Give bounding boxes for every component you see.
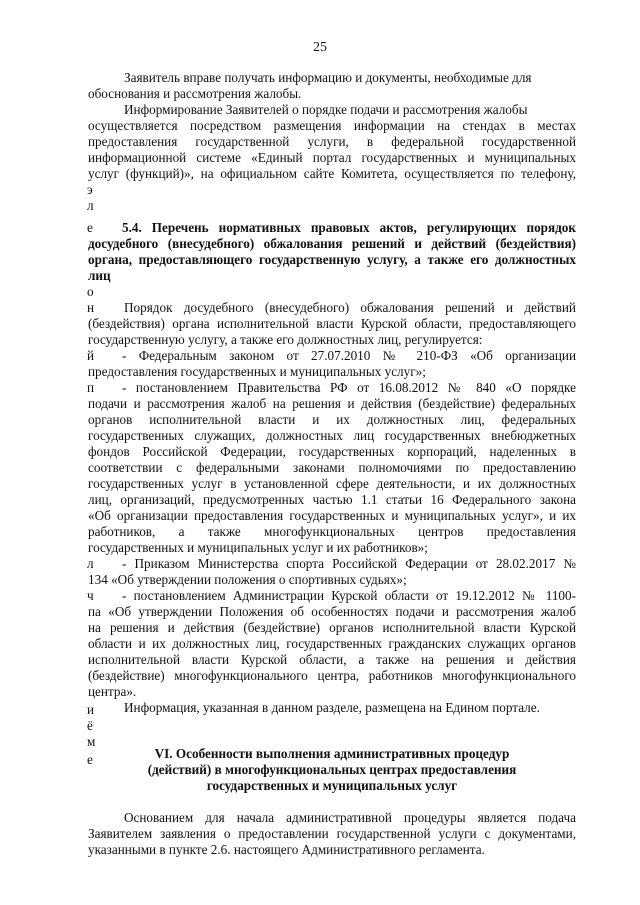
margin-char: о [87, 284, 94, 299]
text-line: указанными в пункте 2.6. настоящего Административного регламента. [88, 842, 485, 857]
text-line: лиц, организаций, предусмотренных частью 1.1 статьи 16 Федерального закона [88, 492, 576, 507]
margin-char: л [87, 556, 94, 571]
text-line: государственных служащих, должностных лиц государственных внебюджетных [88, 428, 576, 443]
text-line: государственных и муниципальных услуг и их работников»; [88, 540, 428, 555]
chapter-heading: VI. Особенности выполнения административных процедур [154, 746, 510, 761]
text-line: Заявитель вправе получать информацию и документы, необходимые для [124, 70, 532, 85]
text-line: Основанием для начала административной процедуры является подача [124, 810, 576, 825]
text-line: предоставления государственной услуги, в федеральной государственной [88, 134, 576, 149]
text-line: па «Об утверждении Положения об особенностях подачи и рассмотрения жалоб [88, 604, 576, 619]
chapter-heading: государственных и муниципальных услуг [206, 778, 458, 793]
section-heading: 5.4. Перечень нормативных правовых актов, регулирующих порядок [122, 220, 576, 235]
text-line: обоснования и рассмотрения жалобы. [88, 86, 302, 101]
text-line: 134 «Об утверждении положения о спортивных судьях»; [88, 572, 407, 587]
section-heading: лиц [88, 268, 111, 283]
text-line: подачи и рассмотрения жалоб на решения и действия (бездействие) федеральных [88, 396, 576, 411]
text-line: «Об организации предоставления государственных и муниципальных услуг», и их [88, 508, 576, 523]
text-line: центра». [88, 684, 137, 699]
text-line: на решения и действия (бездействие) органов исполнительной власти Курской [88, 620, 576, 635]
text-line: - Приказом Министерства спорта Российской Федерации от 28.02.2017 № [122, 556, 576, 571]
text-line: информационной системе «Единый портал государственных и муниципальных [88, 150, 576, 165]
margin-char: ё [87, 718, 93, 733]
section-heading: органа, предоставляющего государственную услугу, а также его должностных [88, 252, 576, 267]
text-line: органов исполнительной власти и их должностных лиц, федеральных [88, 412, 576, 427]
margin-char: е [87, 752, 93, 767]
section-heading: досудебного (внесудебного) обжалования решений и действий (бездействия) [88, 236, 576, 251]
chapter-heading: (действий) в многофункциональных центрах предоставления [147, 762, 517, 777]
margin-char: п [87, 380, 95, 395]
text-line: осуществляется посредством размещения информации на стендах в местах [88, 118, 576, 133]
text-line: предоставления государственных и муниципальных услуг»; [88, 364, 426, 379]
text-line: фондов Российской Федерации, государственных корпораций, наделенных в [88, 444, 576, 459]
text-line: - постановлением Администрации Курской области от 19.12.2012 № 1100- [122, 588, 576, 603]
text-line: государственную услугу, а также его должностных лиц, регулируется: [88, 332, 483, 347]
text-line: Заявителем заявления о предоставлении государственной услуги с документами, [88, 826, 576, 841]
text-line: государственных услуг в установленной сфере деятельности, и их должностных [88, 476, 576, 491]
margin-char: ч [87, 588, 94, 603]
margin-char: э [87, 182, 93, 197]
text-line: соответствии с федеральными законами полномочиями по предоставлению [88, 460, 576, 475]
margin-char: м [87, 734, 96, 749]
text-line: Информирование Заявителей о порядке подачи и рассмотрения жалобы [124, 102, 528, 117]
margin-char: й [87, 348, 95, 363]
text-line: области и их должностных лиц, государственных гражданских служащих органов [88, 636, 576, 651]
text-line: - Федеральным законом от 27.07.2010 № 210-ФЗ «Об организации [122, 348, 576, 363]
margin-char: е [87, 220, 93, 235]
text-line: работников, а также многофункциональных центров предоставления [88, 524, 576, 539]
page-number: 25 [313, 40, 327, 55]
margin-char: л [87, 198, 94, 213]
text-line: Информация, указанная в данном разделе, размещена на Едином портале. [124, 700, 540, 715]
margin-char: н [87, 300, 95, 315]
text-line: (бездействие) многофункционального центра, работников многофункционального [88, 668, 576, 683]
text-line: (бездействия) органа исполнительной власти Курской области, предоставляющего [88, 316, 576, 331]
text-line: - постановлением Правительства РФ от 16.08.2012 № 840 «О порядке [122, 380, 576, 395]
text-line: услуг (функций)», на официальном сайте Комитета, осуществляется по телефону, [88, 166, 576, 181]
margin-char: и [87, 702, 95, 717]
text-line: исполнительной власти Курской области, а также на решения и действия [88, 652, 576, 667]
text-line: Порядок досудебного (внесудебного) обжалования решений и действий [124, 300, 576, 315]
